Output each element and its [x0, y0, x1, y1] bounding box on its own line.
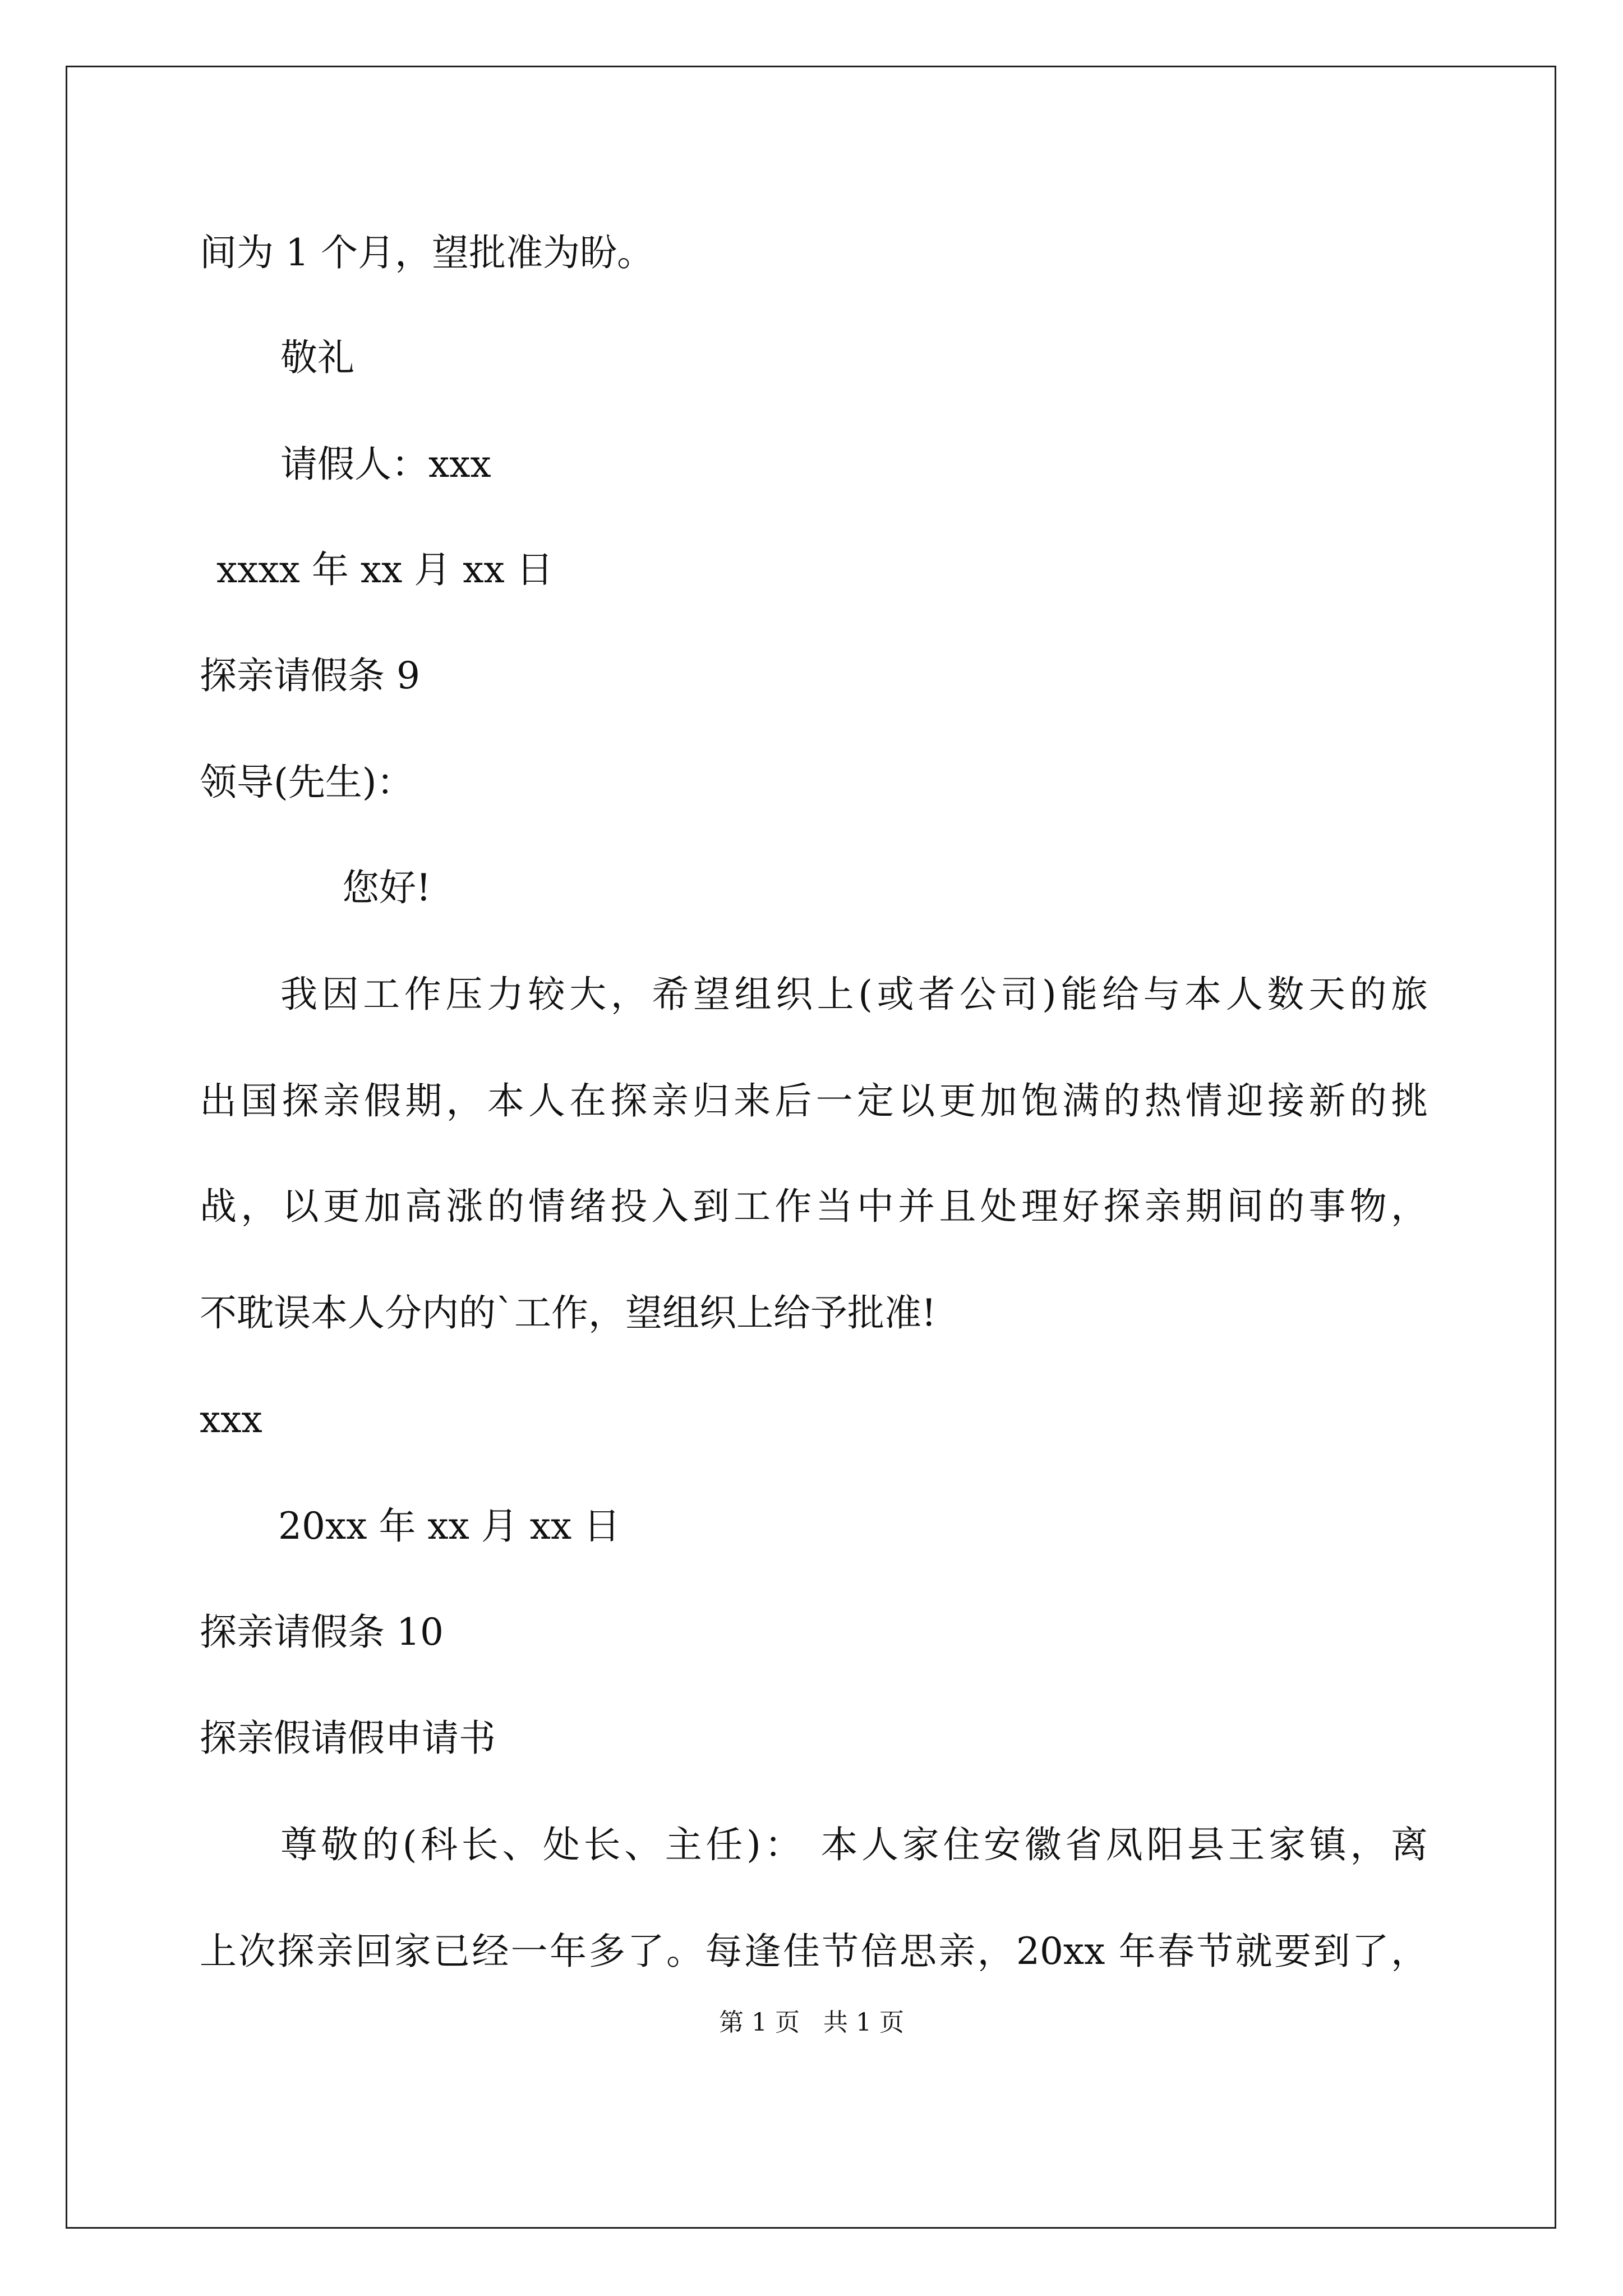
page-footer: 第 1 页 共 1 页 [719, 2008, 904, 2037]
text-line-date-2: 20xx 年 xx 月 xx 日 [278, 1504, 621, 1548]
document-title: 探亲假请假申请书 [200, 1717, 496, 1760]
section-heading-10: 探亲请假条 10 [200, 1611, 444, 1654]
text-line-signer: xxx [200, 1398, 262, 1441]
text-line-applicant: 请假人：xxx [280, 443, 491, 486]
text-line-hello: 您好! [342, 866, 431, 909]
text-line-date: xxxx 年 xx 月 xx 日 [216, 548, 554, 591]
text-line-greeting: 领导(先生)： [200, 761, 414, 804]
text-line-salutation: 敬礼 [280, 336, 354, 379]
text-line-1: 间为 1 个月，望批准为盼。 [200, 231, 654, 274]
text-line-body-1: 我因工作压力较大，希望组织上(或者公司)能给与本人数天的旅 [280, 973, 1428, 1016]
text-line-body-5: 尊敬的(科长、处长、主任)： 本人家住安徽省凤阳县王家镇，离 [280, 1823, 1428, 1866]
text-line-body-6: 上次探亲回家已经一年多了。每逢佳节倍思亲，20xx 年春节就要到了， [200, 1930, 1428, 1973]
text-line-body-3: 战，以更加高涨的情绪投入到工作当中并且处理好探亲期间的事物， [200, 1185, 1428, 1228]
text-line-body-4: 不耽误本人分内的`工作，望组织上给予批准! [200, 1291, 937, 1335]
section-heading-9: 探亲请假条 9 [200, 654, 420, 697]
page-border [66, 66, 1556, 2229]
text-line-body-2: 出国探亲假期，本人在探亲归来后一定以更加饱满的热情迎接新的挑 [200, 1079, 1428, 1122]
